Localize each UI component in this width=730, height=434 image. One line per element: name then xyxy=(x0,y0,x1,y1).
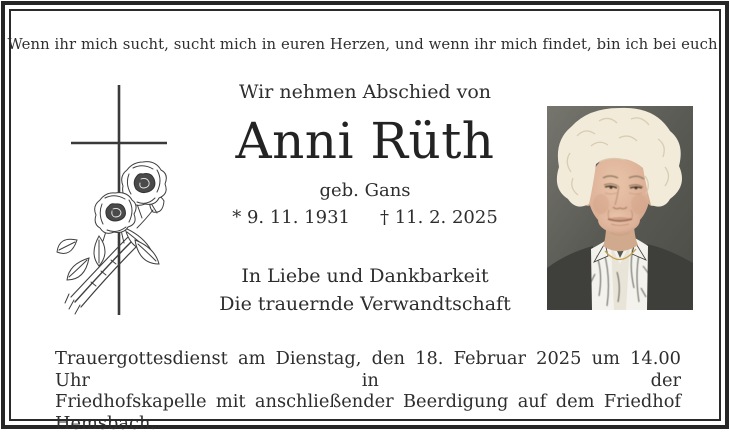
deceased-name: Anni Rüth xyxy=(235,112,495,170)
birth-date: * 9. 11. 1931 xyxy=(232,207,350,228)
service-announcement xyxy=(55,348,681,434)
service-line-2: Friedhofskapelle mit anschließender Beerdigung auf dem Friedhof Hemsbach. xyxy=(55,391,681,434)
cross-with-roses-icon xyxy=(55,78,195,323)
mourners-line: Die trauernde Verwandtschaft xyxy=(219,293,511,315)
farewell-intro: Wir nehmen Abschied von xyxy=(238,81,492,103)
roses-icon xyxy=(57,162,166,314)
portrait-photo xyxy=(547,106,693,310)
memorial-quote: Wenn ihr mich sucht, sucht mich in euren Herzen, und wenn ihr mich findet, bin ich bei euch. xyxy=(7,36,723,53)
service-line-1: Trauergottesdienst am Dienstag, den 18. Februar 2025 um 14.00 Uhr in der xyxy=(55,348,681,391)
death-date: † 11. 2. 2025 xyxy=(380,207,498,228)
condolence-line: In Liebe und Dankbarkeit xyxy=(241,265,489,287)
maiden-name: geb. Gans xyxy=(319,180,411,201)
